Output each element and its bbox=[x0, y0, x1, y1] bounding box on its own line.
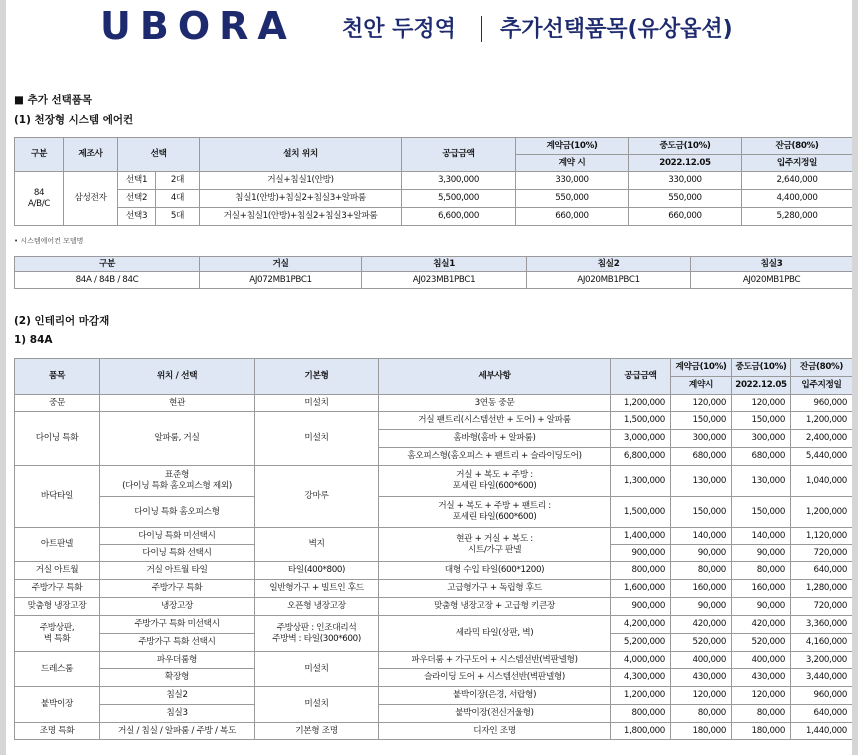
detail-cell: 홈바형(홈바 + 알파룸) bbox=[379, 430, 611, 448]
location-cell: 현관 bbox=[100, 395, 255, 412]
price-cell: 1,200,000 bbox=[611, 395, 671, 412]
model-head-bed2: 침실2 bbox=[527, 257, 691, 272]
balance-cell: 3,200,000 bbox=[791, 652, 853, 669]
price-cell: 5,200,000 bbox=[611, 634, 671, 652]
col-maker: 제조사 bbox=[64, 138, 118, 172]
balance-cell: 640,000 bbox=[791, 705, 853, 723]
price-cell: 4,300,000 bbox=[611, 669, 671, 687]
aircon-price: 3,300,000 bbox=[402, 172, 516, 190]
middle-cell: 130,000 bbox=[732, 466, 791, 497]
col-item: 품목 bbox=[15, 359, 100, 395]
contract-cell: 120,000 bbox=[671, 687, 732, 705]
col-contract: 계약금(10%) bbox=[516, 138, 629, 155]
middle-cell: 120,000 bbox=[732, 395, 791, 412]
contract-cell: 80,000 bbox=[671, 705, 732, 723]
contract-cell: 420,000 bbox=[671, 616, 732, 634]
aircon-c2: 550,000 bbox=[629, 190, 742, 208]
aircon-c1: 550,000 bbox=[516, 190, 629, 208]
price-cell: 1,400,000 bbox=[611, 528, 671, 545]
middle-cell: 300,000 bbox=[732, 430, 791, 448]
basic-cell: 미설치 bbox=[255, 395, 379, 412]
location-cell: 냉장고장 bbox=[100, 598, 255, 616]
detail-cell: 대형 수입 타일(600*1200) bbox=[379, 562, 611, 580]
detail-cell: 파우더룸 + 가구도어 + 시스템선반(벽판넬형) bbox=[379, 652, 611, 669]
price-cell: 1,500,000 bbox=[611, 412, 671, 430]
detail-cell: 거실 + 복도 + 주방 : 포세린 타일(600*600) bbox=[379, 466, 611, 497]
price-cell: 1,800,000 bbox=[611, 723, 671, 740]
price-cell: 800,000 bbox=[611, 705, 671, 723]
basic-cell: 주방상판 : 인조대리석 주방벽 : 타일(300*600) bbox=[255, 616, 379, 652]
contract-cell: 160,000 bbox=[671, 580, 732, 598]
location-cell: 다이닝 특화 미선택시 bbox=[100, 528, 255, 545]
col-middle: 중도금(10%) bbox=[732, 359, 791, 377]
contract-cell: 150,000 bbox=[671, 412, 732, 430]
col-middle-sub: 2022.12.05 bbox=[732, 377, 791, 395]
item-cell: 붙박이장 bbox=[15, 687, 100, 723]
model-type: 84A / 84B / 84C bbox=[15, 272, 200, 289]
item-cell: 조명 특화 bbox=[15, 723, 100, 740]
detail-cell: 맞춤형 냉장고장 + 고급형 키큰장 bbox=[379, 598, 611, 616]
price-cell: 900,000 bbox=[611, 545, 671, 562]
location-cell: 침실3 bbox=[100, 705, 255, 723]
basic-cell: 오픈형 냉장고장 bbox=[255, 598, 379, 616]
middle-cell: 160,000 bbox=[732, 580, 791, 598]
col-option: 선택 bbox=[118, 138, 200, 172]
item-cell: 바닥타일 bbox=[15, 466, 100, 528]
interior-title: (2) 인테리어 마감재 bbox=[14, 315, 110, 327]
price-cell: 800,000 bbox=[611, 562, 671, 580]
item-cell: 드레스룸 bbox=[15, 652, 100, 687]
detail-cell: 거실 팬트리(시스템선반 + 도어) + 알파룸 bbox=[379, 412, 611, 430]
location-cell: 거실 아트월 타일 bbox=[100, 562, 255, 580]
brand-logo: UBORA bbox=[100, 4, 296, 48]
col-middle-sub: 2022.12.05 bbox=[629, 155, 742, 172]
location-cell: 주방가구 특화 bbox=[100, 580, 255, 598]
aircon-qty: 2대 bbox=[156, 172, 200, 190]
price-cell: 1,500,000 bbox=[611, 497, 671, 528]
contract-cell: 90,000 bbox=[671, 545, 732, 562]
col-location: 위치 / 선택 bbox=[100, 359, 255, 395]
detail-cell: 세라믹 타일(상판, 벽) bbox=[379, 616, 611, 652]
aircon-loc: 침실1(안방)+침실2+침실3+알파룸 bbox=[200, 190, 402, 208]
aircon-c3: 2,640,000 bbox=[742, 172, 853, 190]
balance-cell: 720,000 bbox=[791, 545, 853, 562]
detail-cell: 거실 + 복도 + 주방 + 팬트리 : 포세린 타일(600*600) bbox=[379, 497, 611, 528]
item-cell: 맞춤형 냉장고장 bbox=[15, 598, 100, 616]
aircon-price: 5,500,000 bbox=[402, 190, 516, 208]
site-name: 천안 두정역 bbox=[342, 17, 456, 42]
aircon-c1: 660,000 bbox=[516, 208, 629, 226]
detail-cell: 고급형가구 + 독립형 후드 bbox=[379, 580, 611, 598]
col-basic: 기본형 bbox=[255, 359, 379, 395]
middle-cell: 420,000 bbox=[732, 616, 791, 634]
model-bed1: AJ023MB1PBC1 bbox=[362, 272, 527, 289]
balance-cell: 1,200,000 bbox=[791, 412, 853, 430]
location-cell: 주방가구 특화 미선택시 bbox=[100, 616, 255, 634]
detail-cell: 3연동 중문 bbox=[379, 395, 611, 412]
aircon-qty: 5대 bbox=[156, 208, 200, 226]
aircon-maker-cell: 삼성전자 bbox=[64, 172, 118, 226]
middle-cell: 400,000 bbox=[732, 652, 791, 669]
price-cell: 6,800,000 bbox=[611, 448, 671, 466]
col-type: 구분 bbox=[15, 138, 64, 172]
aircon-table bbox=[14, 137, 852, 226]
item-cell: 다이닝 특화 bbox=[15, 412, 100, 466]
col-detail: 세부사항 bbox=[379, 359, 611, 395]
basic-cell: 미설치 bbox=[255, 412, 379, 466]
price-cell: 1,600,000 bbox=[611, 580, 671, 598]
interior-subtitle: 1) 84A bbox=[14, 334, 53, 346]
location-cell: 침실2 bbox=[100, 687, 255, 705]
location-cell: 파우더룸형 bbox=[100, 652, 255, 669]
col-balance: 잔금(80%) bbox=[791, 359, 853, 377]
middle-cell: 120,000 bbox=[732, 687, 791, 705]
aircon-c1: 330,000 bbox=[516, 172, 629, 190]
page-title: 추가선택품목(유상옵션) bbox=[500, 17, 733, 42]
detail-cell: 붙박이장(은경, 서랍형) bbox=[379, 687, 611, 705]
detail-cell: 슬라이딩 도어 + 시스템선반(벽판넬형) bbox=[379, 669, 611, 687]
aircon-c3: 5,280,000 bbox=[742, 208, 853, 226]
item-cell: 거실 아트월 bbox=[15, 562, 100, 580]
aircon-loc: 거실+침실1(안방)+침실2+침실3+알파룸 bbox=[200, 208, 402, 226]
basic-cell: 기본형 조명 bbox=[255, 723, 379, 740]
item-cell: 주방가구 특화 bbox=[15, 580, 100, 598]
contract-cell: 90,000 bbox=[671, 598, 732, 616]
basic-cell: 타일(400*800) bbox=[255, 562, 379, 580]
aircon-opt: 선택3 bbox=[118, 208, 156, 226]
balance-cell: 3,360,000 bbox=[791, 616, 853, 634]
col-balance: 잔금(80%) bbox=[742, 138, 853, 155]
balance-cell: 1,120,000 bbox=[791, 528, 853, 545]
price-cell: 4,200,000 bbox=[611, 616, 671, 634]
basic-cell: 강마루 bbox=[255, 466, 379, 528]
location-cell: 거실 / 침실 / 알파룸 / 주방 / 복도 bbox=[100, 723, 255, 740]
middle-cell: 140,000 bbox=[732, 528, 791, 545]
aircon-opt: 선택2 bbox=[118, 190, 156, 208]
contract-cell: 180,000 bbox=[671, 723, 732, 740]
location-cell: 다이닝 특화 홈오피스형 bbox=[100, 497, 255, 528]
balance-cell: 960,000 bbox=[791, 395, 853, 412]
aircon-c3: 4,400,000 bbox=[742, 190, 853, 208]
contract-cell: 130,000 bbox=[671, 466, 732, 497]
section-title: ■ 추가 선택품목 bbox=[14, 94, 93, 106]
balance-cell: 960,000 bbox=[791, 687, 853, 705]
model-bed2: AJ020MB1PBC1 bbox=[527, 272, 691, 289]
balance-cell: 720,000 bbox=[791, 598, 853, 616]
basic-cell: 미설치 bbox=[255, 652, 379, 687]
model-table bbox=[14, 256, 852, 289]
basic-cell: 벽지 bbox=[255, 528, 379, 562]
location-cell: 표준형 (다이닝 특화 홈오피스형 제외) bbox=[100, 466, 255, 497]
aircon-opt: 선택1 bbox=[118, 172, 156, 190]
contract-cell: 300,000 bbox=[671, 430, 732, 448]
contract-cell: 140,000 bbox=[671, 528, 732, 545]
detail-cell: 현관 + 거실 + 복도 : 시트/가구 판넬 bbox=[379, 528, 611, 562]
interior-table bbox=[14, 358, 852, 740]
contract-cell: 400,000 bbox=[671, 652, 732, 669]
middle-cell: 80,000 bbox=[732, 562, 791, 580]
col-contract-sub: 계약 시 bbox=[516, 155, 629, 172]
col-balance-sub: 입주지정일 bbox=[791, 377, 853, 395]
middle-cell: 90,000 bbox=[732, 598, 791, 616]
price-cell: 4,000,000 bbox=[611, 652, 671, 669]
col-middle: 중도금(10%) bbox=[629, 138, 742, 155]
contract-cell: 80,000 bbox=[671, 562, 732, 580]
price-cell: 900,000 bbox=[611, 598, 671, 616]
item-cell: 중문 bbox=[15, 395, 100, 412]
middle-cell: 150,000 bbox=[732, 412, 791, 430]
header-divider bbox=[481, 16, 482, 42]
middle-cell: 180,000 bbox=[732, 723, 791, 740]
detail-cell: 디자인 조명 bbox=[379, 723, 611, 740]
basic-cell: 미설치 bbox=[255, 687, 379, 723]
location-cell: 알파룸, 거실 bbox=[100, 412, 255, 466]
aircon-title: (1) 천장형 시스템 에어컨 bbox=[14, 114, 134, 126]
contract-cell: 150,000 bbox=[671, 497, 732, 528]
balance-cell: 2,400,000 bbox=[791, 430, 853, 448]
aircon-c2: 330,000 bbox=[629, 172, 742, 190]
balance-cell: 1,200,000 bbox=[791, 497, 853, 528]
contract-cell: 430,000 bbox=[671, 669, 732, 687]
model-bed3: AJ020MB1PBC bbox=[691, 272, 853, 289]
contract-cell: 120,000 bbox=[671, 395, 732, 412]
header-banner bbox=[6, 0, 852, 56]
aircon-c2: 660,000 bbox=[629, 208, 742, 226]
col-contract: 계약금(10%) bbox=[671, 359, 732, 377]
contract-cell: 680,000 bbox=[671, 448, 732, 466]
col-balance-sub: 입주지정일 bbox=[742, 155, 853, 172]
detail-cell: 붙박이장(전신거울형) bbox=[379, 705, 611, 723]
basic-cell: 일반형가구 + 빌트인 후드 bbox=[255, 580, 379, 598]
price-cell: 1,200,000 bbox=[611, 687, 671, 705]
location-cell: 주방가구 특화 선택시 bbox=[100, 634, 255, 652]
model-note: • 시스템에어컨 모델명 bbox=[14, 237, 84, 245]
balance-cell: 3,440,000 bbox=[791, 669, 853, 687]
model-head-bed1: 침실1 bbox=[362, 257, 527, 272]
col-price: 공급금액 bbox=[402, 138, 516, 172]
contract-cell: 520,000 bbox=[671, 634, 732, 652]
middle-cell: 430,000 bbox=[732, 669, 791, 687]
location-cell: 확장형 bbox=[100, 669, 255, 687]
balance-cell: 1,280,000 bbox=[791, 580, 853, 598]
middle-cell: 150,000 bbox=[732, 497, 791, 528]
item-cell: 아트판넬 bbox=[15, 528, 100, 562]
balance-cell: 4,160,000 bbox=[791, 634, 853, 652]
balance-cell: 5,440,000 bbox=[791, 448, 853, 466]
col-price: 공급금액 bbox=[611, 359, 671, 395]
item-cell: 주방상판, 벽 특화 bbox=[15, 616, 100, 652]
aircon-type-cell: 84 A/B/C bbox=[15, 172, 64, 226]
price-cell: 1,300,000 bbox=[611, 466, 671, 497]
balance-cell: 640,000 bbox=[791, 562, 853, 580]
col-contract-sub: 계약시 bbox=[671, 377, 732, 395]
price-cell: 3,000,000 bbox=[611, 430, 671, 448]
price-sheet bbox=[6, 0, 852, 755]
middle-cell: 80,000 bbox=[732, 705, 791, 723]
location-cell: 다이닝 특화 선택시 bbox=[100, 545, 255, 562]
balance-cell: 1,040,000 bbox=[791, 466, 853, 497]
detail-cell: 홈오피스형(홈오피스 + 팬트리 + 슬라이딩도어) bbox=[379, 448, 611, 466]
middle-cell: 520,000 bbox=[732, 634, 791, 652]
model-head-bed3: 침실3 bbox=[691, 257, 853, 272]
model-head-type: 구분 bbox=[15, 257, 200, 272]
aircon-loc: 거실+침실1(안방) bbox=[200, 172, 402, 190]
aircon-qty: 4대 bbox=[156, 190, 200, 208]
model-head-living: 거실 bbox=[200, 257, 362, 272]
col-location: 설치 위치 bbox=[200, 138, 402, 172]
balance-cell: 1,440,000 bbox=[791, 723, 853, 740]
aircon-price: 6,600,000 bbox=[402, 208, 516, 226]
middle-cell: 90,000 bbox=[732, 545, 791, 562]
model-living: AJ072MB1PBC1 bbox=[200, 272, 362, 289]
middle-cell: 680,000 bbox=[732, 448, 791, 466]
